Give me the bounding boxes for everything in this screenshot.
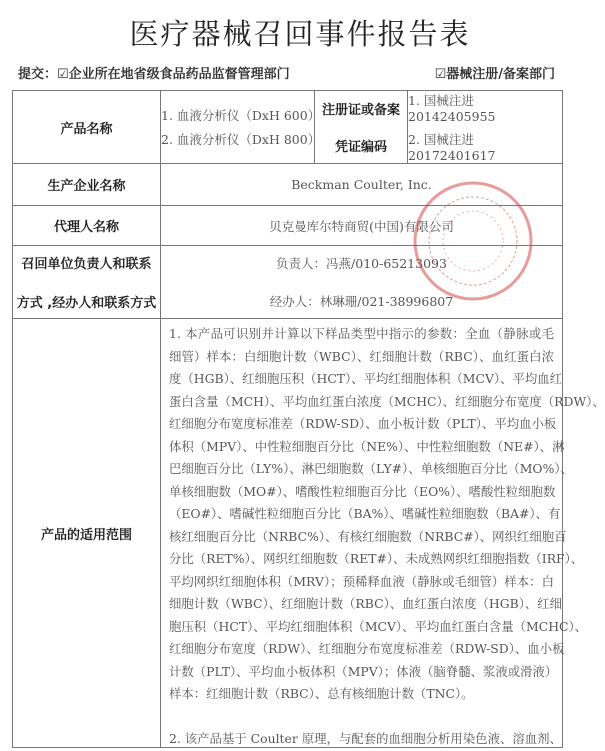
registration-label-2: 凭证编码 bbox=[334, 140, 387, 155]
contact-label-cell bbox=[12, 245, 161, 319]
scope-line: 细管）样本：白细胞计数（WBC）、红细胞计数（RBC）、血红蛋白浓 bbox=[169, 348, 554, 364]
scope-line: 红细胞分布宽度（RDW）、红细胞分布宽度标准差（RDW-SD）、血小板 bbox=[169, 641, 565, 656]
scope-line: 平均网织红细胞体积（MRV）；预稀释血液（静脉或毛细管）样本：白 bbox=[169, 573, 554, 589]
product-name-label: 产品名称 bbox=[12, 90, 161, 164]
scope-label: 产品的适用范围 bbox=[12, 318, 161, 748]
manufacturer-value: Beckman Coulter, Inc. bbox=[160, 163, 563, 206]
product-name-cell bbox=[160, 90, 321, 164]
scope-line: 1. 本产品可识别并计算以下样品类型中指示的参数：全血（静脉或毛 bbox=[169, 326, 554, 341]
registration-label-cell bbox=[314, 90, 408, 164]
scope-line: 分比（RET%）、网织红细胞数（RET#）、未成熟网织红细胞指数（IRF）、 bbox=[169, 551, 584, 566]
scope-line: 核红细胞百分比（NRBC%）、有核红细胞数（NRBC#）、网织红细胞百 bbox=[169, 528, 567, 544]
scope-line: 红细胞分布宽度标准差（RDW-SD）、血小板计数（PLT）、平均血小板 bbox=[169, 416, 557, 431]
contact-value-cell bbox=[160, 245, 563, 319]
registration-number-1: 1. 国械注进 20142405955 bbox=[408, 93, 496, 124]
product-name-1: 1. 血液分析仪（DxH 600） bbox=[161, 108, 321, 123]
manufacturer-label: 生产企业名称 bbox=[12, 163, 161, 206]
agent-value: 贝克曼库尔特商贸(中国)有限公司 bbox=[160, 205, 563, 246]
registration-number-cell bbox=[407, 90, 563, 164]
scope-line: 细胞计数（WBC）、红细胞计数（RBC）、血红蛋白浓度（HGB）、红细 bbox=[169, 596, 563, 611]
scope-line: （EO#）、嗜碱性粒细胞百分比（BA%）、嗜碱性粒细胞数（BA#）、有 bbox=[169, 506, 561, 521]
responsible-person: 负责人：冯燕/010-65213093 bbox=[276, 256, 447, 271]
scope-line: 胞压积（HCT）、平均红细胞体积（MCV）、平均血红蛋白含量（MCHC）、 bbox=[169, 618, 588, 634]
scope-value bbox=[160, 318, 605, 748]
scope-line: 样本：红细胞计数（RBC）、总有核细胞计数（TNC）。 bbox=[169, 686, 474, 701]
scope-line: 体积（MPV）、中性粒细胞百分比（NE%）、中性粒细胞数（NE#）、淋 bbox=[169, 438, 565, 454]
registration-number-2: 2. 国械注进 20172401617 bbox=[408, 132, 496, 163]
scope-paragraph-2: 2. 该产品基于 Coulter 原理，与配套的血细胞分析用染色液、溶血剂、 bbox=[169, 731, 562, 746]
agent-label: 代理人名称 bbox=[12, 205, 161, 246]
contact-label-2: 方式 ,经办人和联系方式 bbox=[16, 296, 157, 311]
scope-line: 单核细胞数（MO#）、嗜酸性粒细胞百分比（EO%）、嗜酸性粒细胞数 bbox=[169, 483, 556, 499]
scope-line: 蛋白含量（MCH）、平均血红蛋白浓度（MCHC）、红细胞分布宽度（RDW）、 bbox=[169, 393, 605, 409]
handler-person: 经办人：林琳珊/021-38996807 bbox=[269, 294, 454, 309]
registration-label-1: 注册证或备案 bbox=[321, 103, 400, 118]
contact-label-1: 召回单位负责人和联系 bbox=[21, 257, 152, 272]
scope-line: 计数（PLT）、平均血小板体积（MPV）；体液（脑脊髓、浆液或滑液） bbox=[169, 663, 558, 679]
page-title: 医疗器械召回事件报告表 bbox=[129, 17, 471, 51]
scope-line: 巴细胞百分比（LY%）、淋巴细胞数（LY#）、单核细胞百分比（MO%）、 bbox=[169, 461, 573, 476]
submit-to-provincial: 提交：☑企业所在地省级食品药品监督管理部门 bbox=[18, 67, 290, 82]
submit-to-registration: ☑器械注册/备案部门 bbox=[434, 67, 555, 82]
product-name-2: 2. 血液分析仪（DxH 800） bbox=[161, 132, 321, 147]
scope-line: 度（HGB）、红细胞压积（HCT）、平均红细胞体积（MCV）、平均血红 bbox=[169, 371, 563, 386]
